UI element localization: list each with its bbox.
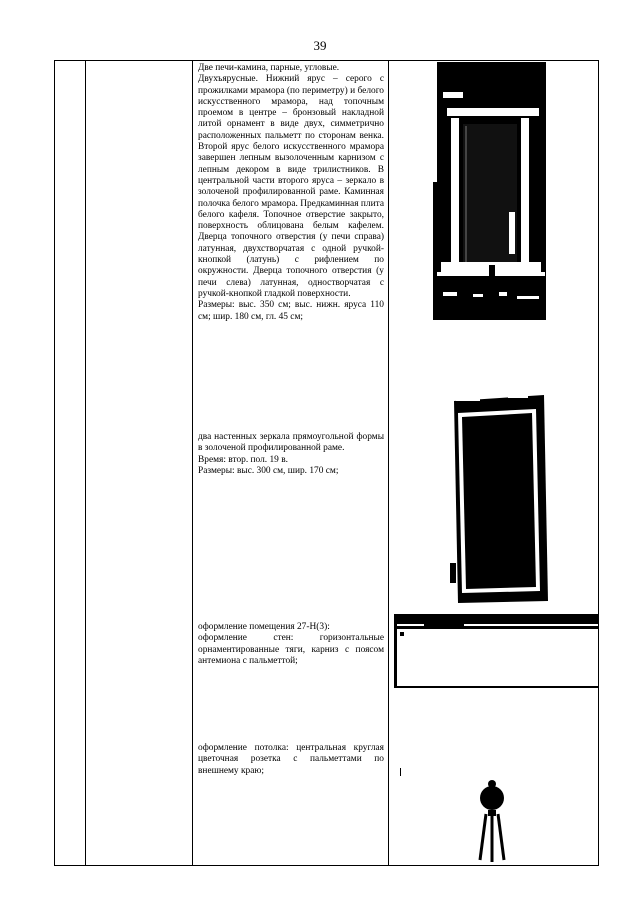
- table-col-divider-2: [192, 60, 193, 866]
- table-border-bottom: [54, 865, 599, 866]
- room-line-2: оформление стен: горизонтальные орнаментированные тяги, карниз с поясом антемиона с пальметтой;: [198, 633, 384, 666]
- fireplaces-line-3: Размеры: выс. 350 см; выс. нижн. яруса 110 см; шир. 180 см, гл. 45 см;: [198, 300, 384, 322]
- mirrors-line-3: Размеры: выс. 300 см, шир. 170 см;: [198, 465, 339, 476]
- text-mirrors: [198, 432, 384, 477]
- fireplaces-line-1: Две печи-камина, парные, угловые.: [198, 63, 340, 73]
- text-ceiling: [198, 743, 384, 777]
- table-col-divider-3: [388, 60, 389, 866]
- mirrors-line-1: два настенных зеркала прямоугольной формы в золоченой профилированной раме.: [198, 432, 384, 454]
- table-border-left: [54, 60, 55, 866]
- mirrors-line-2: Время: втор. пол. 19 в.: [198, 454, 288, 465]
- cornice-photo: [394, 614, 598, 692]
- table-border-right: [598, 60, 599, 866]
- room-line-1: оформление помещения 27-Н(3):: [198, 622, 330, 632]
- table-border-top: [54, 60, 599, 61]
- mirror-photo: [448, 393, 552, 607]
- page-number: 39: [313, 38, 327, 53]
- fireplace-photo: [433, 62, 546, 320]
- ceiling-line-1: оформление потолка: центральная круглая цветочная розетка с пальметтами по внешнему краю;: [198, 743, 384, 776]
- fireplaces-line-2: Двухъярусные. Нижний ярус – серого с прожилками мрамора (по периметру) и белого искусственного мрамора, над топочным проемом в центре – бронзовый накладной литой орнамент в виде двух, симметрично расположенных пальметт по сторонам венка. Второй ярус белого искусственного мрамора завершен лепным вызолоченным карнизом с лепным декором в виде трилистников. В центральной части второго яруса – зеркало в золоченой профилированной раме. Каминная полочка белого мрамора. Предкаминная плита белого кафеля. Топочное отверстие закрыто, поверхность облицована белым кафелем. Дверца топочного отверстия (у печи справа) латунная, двухстворчатая с одной ручкой-кнопкой (латунь) с рифлением по окружности. Дверца топочного отверстия (у печи слева) латунная, одностворчатая с ручкой-кнопкой гладкой поверхности.: [198, 74, 384, 299]
- text-room: [198, 622, 384, 667]
- rosette-photo: [398, 760, 598, 864]
- text-fireplaces: [198, 63, 384, 323]
- table-col-divider-1: [85, 60, 86, 866]
